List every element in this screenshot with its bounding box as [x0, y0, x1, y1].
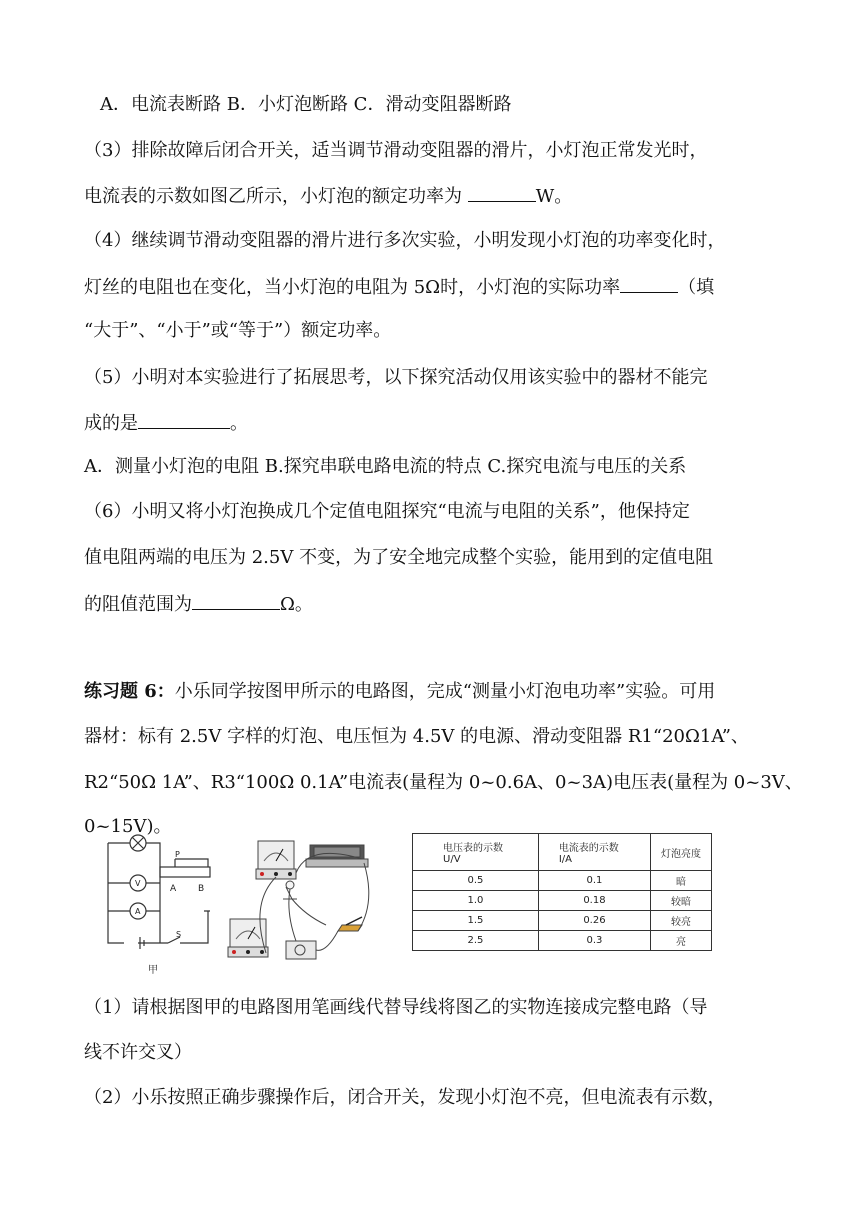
table-header-current: 电流表的示数 I/A: [538, 834, 650, 871]
table-row: [413, 871, 712, 891]
answer-blank[interactable]: [468, 183, 536, 202]
table-cell: 0.5: [413, 871, 539, 891]
physical-apparatus-illustration: [228, 841, 369, 959]
table-cell: 2.5: [413, 931, 539, 951]
question-4-line-1: （4）继续调节滑动变阻器的滑片进行多次实验，小明发现小灯泡的功率变化时，: [84, 230, 726, 251]
table-cell: 亮: [651, 931, 712, 951]
table-row: [413, 911, 712, 931]
table-cell: 0.18: [538, 891, 650, 911]
table-row: [413, 891, 712, 911]
table-cell: 1.5: [413, 911, 539, 931]
subquestion-1-line-1: （1）请根据图甲的电路图用笔画线代替导线将图乙的实物连接成完整电路（导: [84, 997, 708, 1018]
table-header-row: [413, 834, 712, 871]
table-cell: 较亮: [651, 911, 712, 931]
option-line-abc: A．电流表断路 B．小灯泡断路 C．滑动变阻器断路: [100, 94, 512, 115]
question-4-line-3: “大于”、“小于”或“等于”）额定功率。: [84, 320, 392, 341]
circuit-diagram: [108, 835, 210, 949]
question-5-line-1: （5）小明对本实验进行了拓展思考，以下探究活动仅用该实验中的器材不能完: [84, 367, 708, 388]
question-4-line-2: 灯丝的电阻也在变化，当小灯泡的电阻为 5Ω时，小灯泡的实际功率 （填: [84, 274, 714, 300]
table-cell: 0.1: [538, 871, 650, 891]
table-cell: 较暗: [651, 891, 712, 911]
switch-label: S: [176, 930, 182, 939]
answer-blank[interactable]: [192, 591, 280, 610]
terminal-label-a: A: [170, 884, 177, 894]
ammeter-label: A: [135, 907, 141, 916]
data-table: [412, 833, 712, 951]
table-cell: 0.26: [538, 911, 650, 931]
exercise-6-line-2: 器材：标有 2.5V 字样的灯泡、电压恒为 4.5V 的电源、滑动变阻器 R1“20Ω1A”、: [84, 726, 749, 747]
subquestion-1-line-2: 线不许交叉）: [84, 1042, 192, 1063]
table-cell: 0.3: [538, 931, 650, 951]
table-cell: 1.0: [413, 891, 539, 911]
circuit-figure: [100, 833, 410, 983]
figure-jia-label: 甲: [148, 965, 158, 976]
table-header-brightness: 灯泡亮度: [651, 834, 712, 871]
exercise-6-line-4: 0~15V)。: [84, 816, 172, 837]
question-3-line-1: （3）排除故障后闭合开关，适当调节滑动变阻器的滑片，小灯泡正常发光时，: [84, 140, 708, 161]
question-3-line-2: 电流表的示数如图乙所示，小灯泡的额定功率为 W。: [84, 183, 572, 209]
question-5-options: A．测量小灯泡的电阻 B.探究串联电路电流的特点 C.探究电流与电压的关系: [84, 456, 687, 477]
figure-area: [100, 833, 720, 983]
answer-blank[interactable]: [138, 410, 230, 429]
question-6-line-1: （6）小明又将小灯泡换成几个定值电阻探究“电流与电阻的关系”，他保持定: [84, 501, 690, 522]
question-6-line-3: 的阻值范围为 Ω。: [84, 591, 313, 617]
question-6-line-2: 值电阻两端的电压为 2.5V 不变，为了安全地完成整个实验，能用到的定值电阻: [84, 547, 714, 568]
voltmeter-label: V: [135, 879, 141, 888]
table-row: [413, 931, 712, 951]
answer-blank[interactable]: [620, 274, 678, 293]
table-cell: 暗: [651, 871, 712, 891]
subquestion-2-line-1: （2）小乐按照正确步骤操作后，闭合开关，发现小灯泡不亮，但电流表有示数，: [84, 1087, 726, 1108]
slider-label-p: P: [175, 850, 180, 859]
exercise-6-line-3: R2“50Ω 1A”、R3“100Ω 0.1A”电流表(量程为 0~0.6A、0~3A)电压表(量程为 0~3V、: [84, 772, 803, 793]
terminal-label-b: B: [198, 884, 205, 894]
table-header-voltage: 电压表的示数 U/V: [413, 834, 539, 871]
exercise-6-line-1: 练习题 6：小乐同学按图甲所示的电路图，完成“测量小灯泡电功率”实验。可用: [84, 681, 716, 702]
question-5-line-2: 成的是 。: [84, 410, 248, 436]
